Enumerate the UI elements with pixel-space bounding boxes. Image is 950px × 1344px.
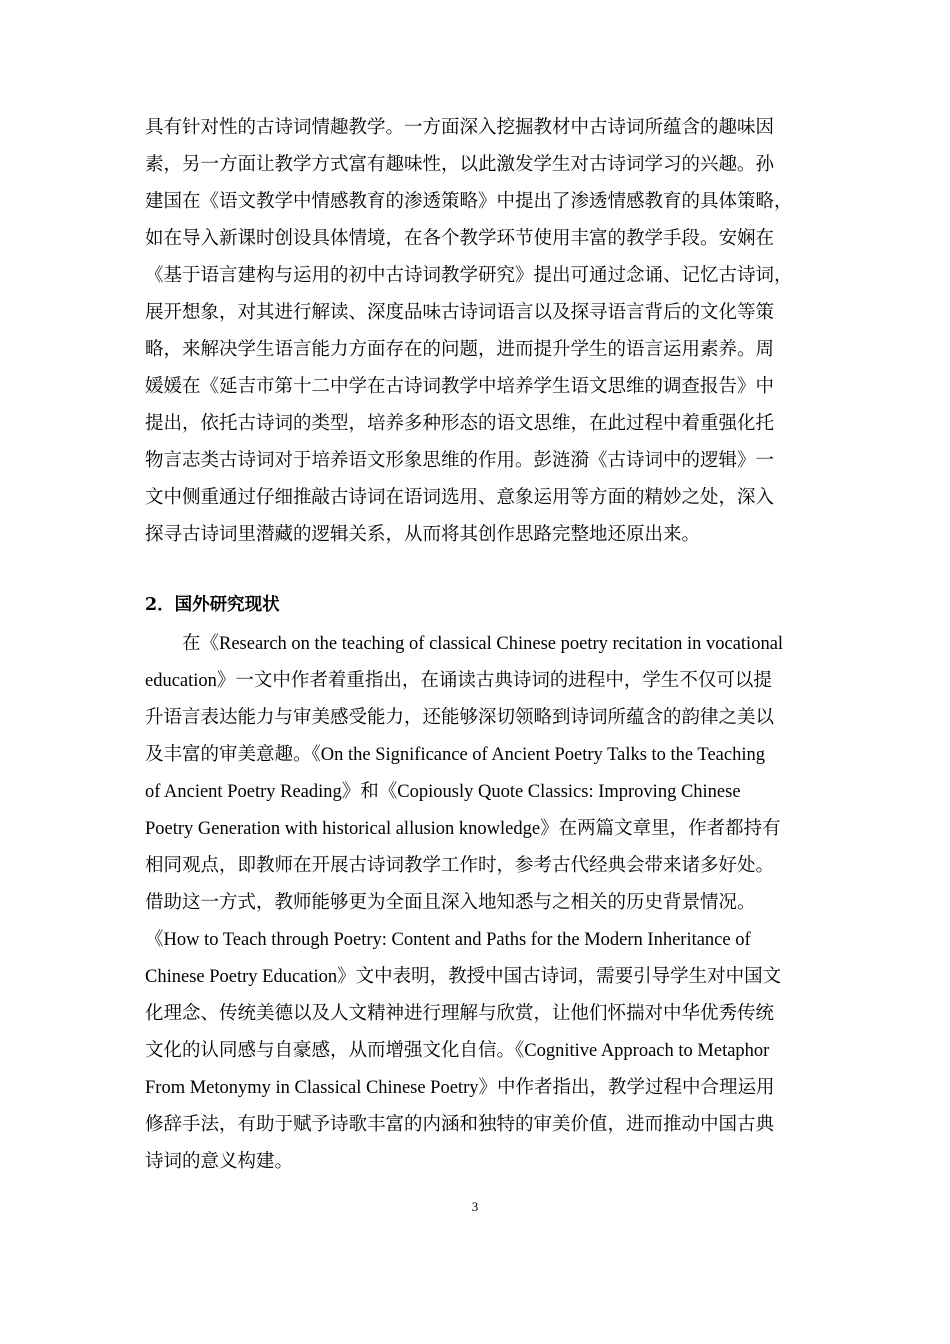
paragraph-line: 文化的认同感与自豪感，从而增强文化自信。《Cognitive Approach to Metaphor: [145, 1041, 770, 1061]
paragraph-line: 略，来解决学生语言能力方面存在的问题，进而提升学生的语言运用素养。周: [145, 339, 775, 360]
paragraph-line: From Metonymy in Classical Chinese Poetry》中作者指出，教学过程中合理运用: [145, 1078, 775, 1098]
paragraph-line: 修辞手法，有助于赋予诗歌丰富的内涵和独特的审美价值，进而推动中国古典: [145, 1115, 775, 1135]
paragraph-line: Chinese Poetry Education》文中表明，教授中国古诗词，需要引导学生对中国文: [145, 967, 782, 987]
paragraph-line: 如在导入新课时创设具体情境，在各个教学环节使用丰富的教学手段。安娴在: [145, 228, 775, 249]
paragraph-line: 具有针对性的古诗词情趣教学。一方面深入挖掘教材中古诗词所蕴含的趣味因: [145, 117, 775, 138]
paragraph-line: 《How to Teach through Poetry: Content and Paths for the Modern Inheritance of: [145, 930, 751, 950]
paragraph-line: 媛媛在《延吉市第十二中学在古诗词教学中培养学生语文思维的调查报告》中: [145, 376, 775, 397]
paragraph-line: 素，另一方面让教学方式富有趣味性，以此激发学生对古诗词学习的兴趣。孙: [145, 154, 775, 175]
page-number: 3: [471, 1199, 479, 1214]
section-heading: 2．国外研究现状: [145, 595, 280, 615]
paragraph-line: 诗词的意义构建。: [145, 1152, 294, 1172]
paragraph-line: 《基于语言建构与运用的初中古诗词教学研究》提出可通过念诵、记忆古诗词，: [145, 265, 793, 286]
paragraph-line: 在《Research on the teaching of classical Chinese poetry recitation in vocational: [182, 634, 784, 654]
paragraph-line: 提出，依托古诗词的类型，培养多种形态的语文思维，在此过程中着重强化托: [145, 413, 775, 434]
paragraph-line: Poetry Generation with historical allusion knowledge》在两篇文章里，作者都持有: [145, 819, 781, 839]
paragraph-line: 相同观点，即教师在开展古诗词教学工作时，参考古代经典会带来诸多好处。: [145, 856, 775, 876]
paragraph-line: 及丰富的审美意趣。《On the Significance of Ancient Poetry Talks to the Teaching: [145, 745, 765, 765]
paragraph-line: 化理念、传统美德以及人文精神进行理解与欣赏，让他们怀揣对中华优秀传统: [145, 1004, 775, 1024]
paragraph-line: 展开想象，对其进行解读、深度品味古诗词语言以及探寻语言背后的文化等策: [145, 302, 775, 323]
paragraph-line: 借助这一方式，教师能够更为全面且深入地知悉与之相关的历史背景情况。: [145, 893, 756, 913]
paragraph-line: 探寻古诗词里潜藏的逻辑关系，从而将其创作思路完整地还原出来。: [145, 524, 701, 545]
paragraph-line: 物言志类古诗词对于培养语文形象思维的作用。彭涟漪《古诗词中的逻辑》一: [145, 450, 775, 471]
paragraph-line: of Ancient Poetry Reading》和《Copiously Quote Classics: Improving Chinese: [145, 782, 741, 802]
paragraph-line: 建国在《语文教学中情感教育的渗透策略》中提出了渗透情感教育的具体策略，: [145, 191, 793, 212]
paragraph-line: 升语言表达能力与审美感受能力，还能够深切领略到诗词所蕴含的韵律之美以: [145, 708, 775, 728]
paragraph-line: education》一文中作者着重指出，在诵读古典诗词的进程中，学生不仅可以提: [145, 671, 772, 691]
paragraph-line: 文中侧重通过仔细推敲古诗词在语词选用、意象运用等方面的精妙之处，深入: [145, 487, 775, 508]
